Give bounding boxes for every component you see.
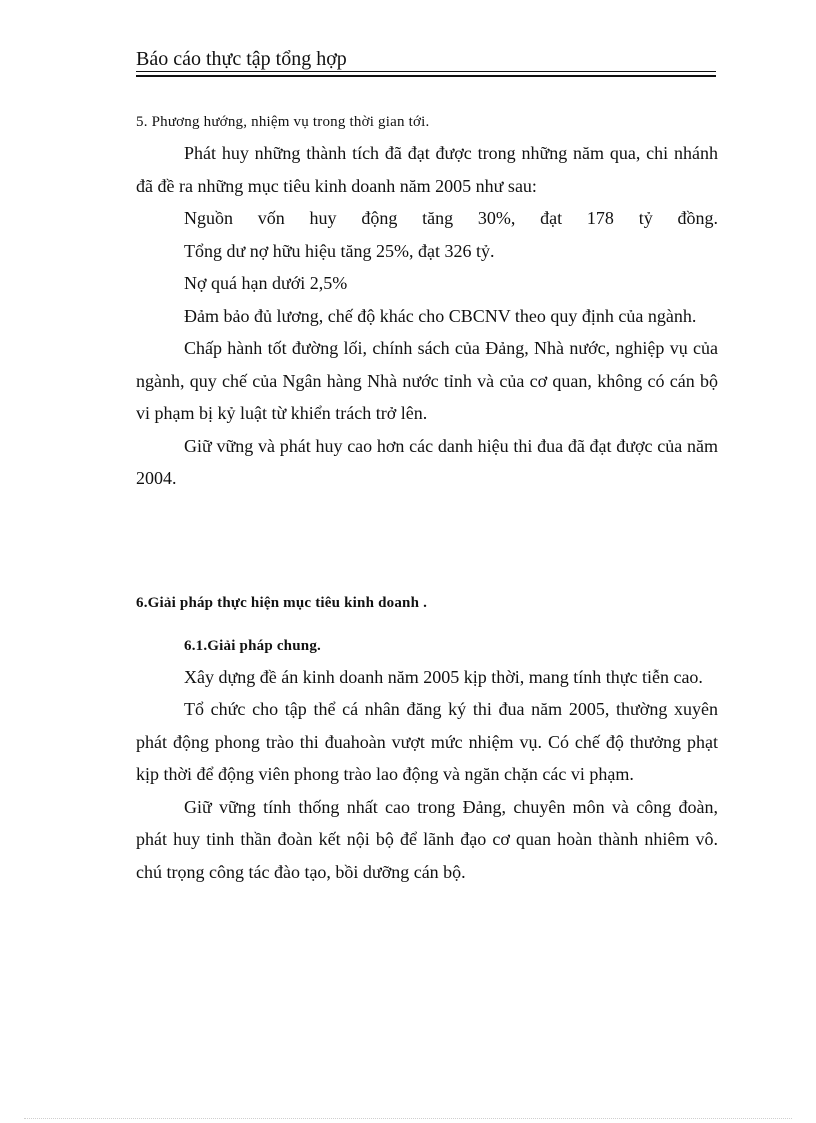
goal-4: Đảm bảo đủ lương, chế độ khác cho CBCNV theo quy định của ngành. xyxy=(184,305,697,326)
section-6-heading: 6.Giải pháp thực hiện mục tiêu kinh doanh . xyxy=(136,594,428,611)
section-5-intro: Phát huy những thành tích đã đạt được trong những năm qua, chi nhánh đã đề ra những mục tiêu kinh doanh năm 2005 như sau: xyxy=(136,143,718,196)
page-header xyxy=(136,48,716,73)
goal-3: Nợ quá hạn dưới 2,5% xyxy=(184,273,348,293)
section-6-para-3: Giữ vững tính thống nhất cao trong Đảng, chuyên môn và công đoàn, phát huy tinh thần đoàn kết nội bộ để lãnh đạo cơ quan hoàn thành nhiêm vô. chú trọng công tác đào tạo, bồi dưỡng cán bộ. xyxy=(136,796,718,882)
header-double-rule xyxy=(136,71,716,77)
page-header-title: Báo cáo thực tập tổng hợp xyxy=(136,48,347,70)
goal-1: Nguồn vốn huy động tăng 30%, đạt 178 tỷ đồng. xyxy=(184,208,718,228)
section-6-1-heading: 6.1.Giải pháp chung. xyxy=(184,637,321,654)
page-bottom-divider xyxy=(24,1118,792,1119)
section-6-para-1: Xây dựng đề án kinh doanh năm 2005 kịp thời, mang tính thực tiễn cao. xyxy=(184,666,703,687)
document-body xyxy=(136,100,718,888)
section-5-heading: 5. Phương hướng, nhiệm vụ trong thời gian tới. xyxy=(136,114,430,130)
goal-2: Tổng dư nợ hữu hiệu tăng 25%, đạt 326 tỷ. xyxy=(184,240,495,261)
goal-5: Chấp hành tốt đường lối, chính sách của Đảng, Nhà nước, nghiệp vụ của ngành, quy chế của Ngân hàng Nhà nước tỉnh và của cơ quan, không có cán bộ vi phạm bị kỷ luật từ khiển trách trở lên. xyxy=(136,338,718,423)
section-6-para-2: Tổ chức cho tập thể cá nhân đăng ký thi đua năm 2005, thường xuyên phát động phong trào thi đuahoàn vượt mức nhiệm vụ. Có chế độ thưởng phạt kịp thời để động viên phong trào lao động và ngăn chặn các vi phạm. xyxy=(136,699,718,784)
goal-6: Giữ vững và phát huy cao hơn các danh hiệu thi đua đã đạt được của năm 2004. xyxy=(136,435,718,488)
